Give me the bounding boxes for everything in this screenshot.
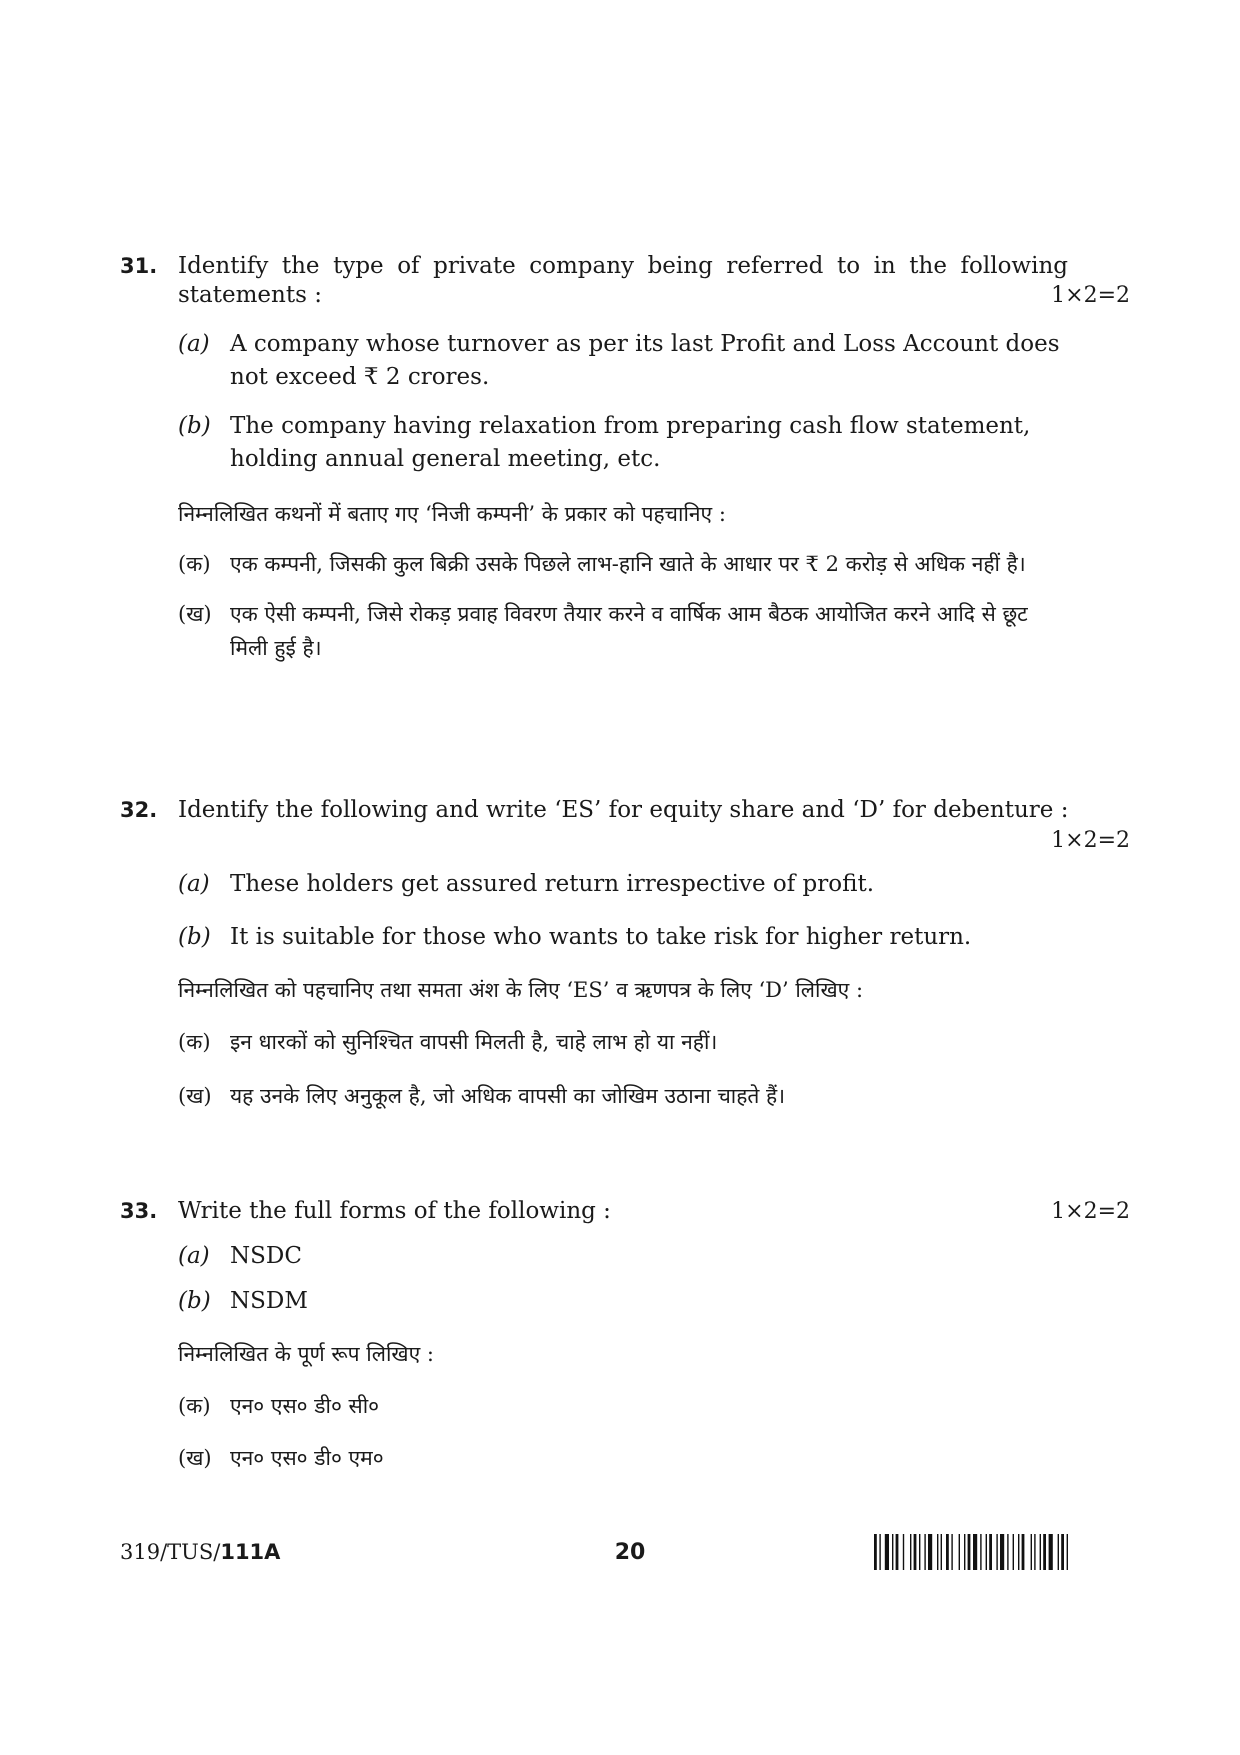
question-number: 31. xyxy=(120,254,158,278)
option-label: (b) xyxy=(178,924,211,950)
question-33-header xyxy=(120,1197,1130,1226)
question-32 xyxy=(120,796,1130,1113)
option-label: (क) xyxy=(178,1030,211,1054)
option-text: एन० एस० डी० एम० xyxy=(230,1446,384,1470)
option-text: A company whose turnover as per its last Profit and Loss Account does not exceed ₹ 2 crores. xyxy=(230,331,1060,390)
hindi-prompt: निम्नलिखित को पहचानिए तथा समता अंश के लिए ‘ES’ व ऋणपत्र के लिए ‘D’ लिखिए : xyxy=(178,978,864,1002)
option-text: इन धारकों को सुनिश्चित वापसी मिलती है, चाहे लाभ हो या नहीं। xyxy=(230,1030,718,1054)
option-label: (b) xyxy=(178,1288,211,1314)
page-number: 20 xyxy=(614,1540,646,1565)
hindi-prompt: निम्नलिखित के पूर्ण रूप लिखिए : xyxy=(178,1342,434,1366)
question-33 xyxy=(120,1197,1130,1475)
option-text: एन० एस० डी० सी० xyxy=(230,1394,380,1418)
option-label: (क) xyxy=(178,1394,211,1418)
paper-code xyxy=(120,1540,280,1564)
option-text: यह उनके लिए अनुकूल है, जो अधिक वापसी का जोखिम उठाना चाहते हैं। xyxy=(230,1084,786,1108)
hindi-option-ka xyxy=(120,547,1130,581)
paper-code-bold: 111A xyxy=(220,1540,281,1564)
option-b xyxy=(120,921,1130,954)
question-number: 33. xyxy=(120,1199,158,1223)
hindi-prompt: निम्नलिखित कथनों में बताए गए ‘निजी कम्पनी’ के प्रकार को पहचानिए : xyxy=(178,502,726,526)
option-a xyxy=(120,328,1130,394)
question-32-header xyxy=(120,796,1130,853)
option-b xyxy=(120,410,1130,476)
marks: 1×2=2 xyxy=(1051,1199,1130,1224)
question-prompt: Identify the type of private company being referred to in the following statements : xyxy=(178,253,1068,308)
option-text: These holders get assured return irrespective of profit. xyxy=(230,871,875,897)
option-text: एक कम्पनी, जिसकी कुल बिक्री उसके पिछले लाभ-हानि खाते के आधार पर ₹ 2 करोड़ से अधिक नहीं है। xyxy=(230,552,1026,576)
option-label: (ख) xyxy=(178,602,212,626)
option-text: It is suitable for those who wants to take risk for higher return. xyxy=(230,924,972,950)
marks: 1×2=2 xyxy=(1051,828,1130,853)
option-label: (a) xyxy=(178,871,210,897)
option-a xyxy=(120,868,1130,901)
option-label: (a) xyxy=(178,1243,210,1269)
marks: 1×2=2 xyxy=(1051,283,1130,308)
option-b xyxy=(120,1285,1130,1318)
hindi-option-kha xyxy=(120,1079,1130,1113)
paper-code-prefix: 319/TUS/ xyxy=(120,1540,221,1564)
hindi-option-ka xyxy=(120,1389,1130,1423)
option-label: (क) xyxy=(178,552,211,576)
question-prompt: Write the full forms of the following : xyxy=(178,1198,611,1224)
option-label: (b) xyxy=(178,413,211,439)
option-label: (ख) xyxy=(178,1084,212,1108)
option-label: (a) xyxy=(178,331,210,357)
option-text: The company having relaxation from preparing cash flow statement, holding annual general meeting, etc. xyxy=(230,413,1031,472)
option-a xyxy=(120,1240,1130,1273)
page-footer xyxy=(120,1540,1130,1580)
option-text: NSDM xyxy=(230,1288,308,1314)
option-text: NSDC xyxy=(230,1243,302,1269)
question-prompt: Identify the following and write ‘ES’ for equity share and ‘D’ for debenture : xyxy=(178,797,1069,823)
hindi-option-kha xyxy=(120,1441,1130,1475)
hindi-option-ka xyxy=(120,1025,1130,1059)
question-31 xyxy=(120,252,1130,665)
option-label: (ख) xyxy=(178,1446,212,1470)
question-31-header xyxy=(120,252,1130,310)
barcode-image xyxy=(870,1532,1130,1572)
question-number: 32. xyxy=(120,798,158,822)
hindi-option-kha xyxy=(120,597,1130,665)
option-text: एक ऐसी कम्पनी, जिसे रोकड़ प्रवाह विवरण तैयार करने व वार्षिक आम बैठक आयोजित करने आदि से छूट मिली हुई है। xyxy=(230,602,1028,660)
